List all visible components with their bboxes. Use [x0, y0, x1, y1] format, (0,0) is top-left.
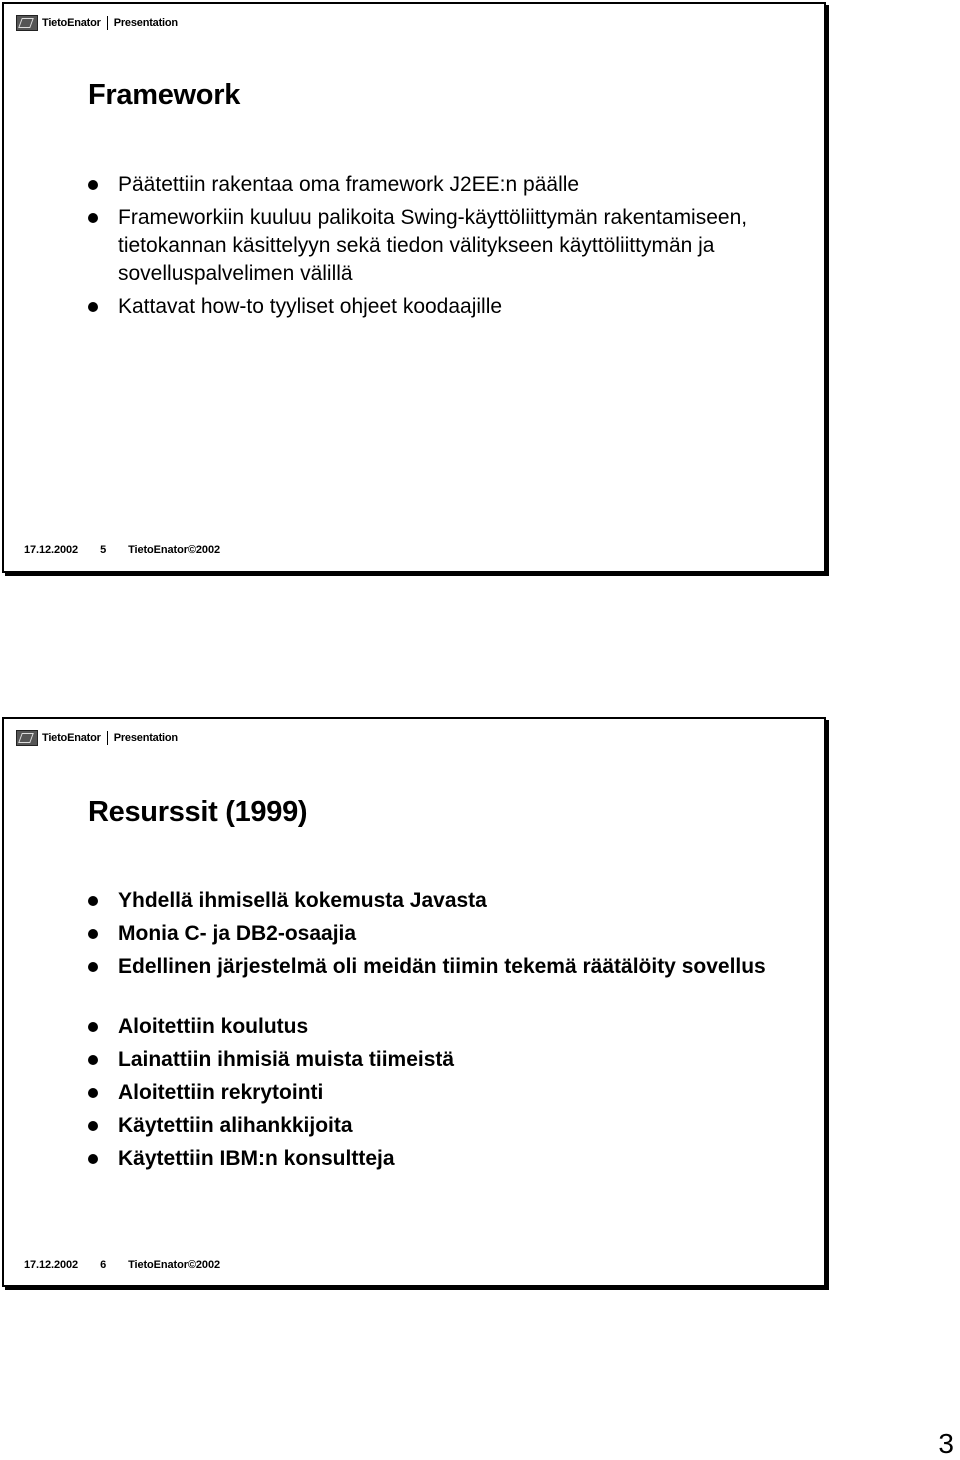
header-divider	[107, 731, 108, 745]
slide-header	[16, 727, 178, 749]
bullet-item	[88, 1046, 788, 1074]
tietoenator-logo-icon	[16, 15, 38, 31]
slide-footer	[24, 544, 220, 556]
bullet-text: Aloitettiin rekrytointi	[118, 1081, 324, 1104]
bullet-icon	[88, 213, 98, 223]
bullet-text: Monia C- ja DB2-osaajia	[118, 922, 357, 945]
bullet-text: Käytettiin alihankkijoita	[118, 1114, 353, 1137]
footer-slide-number: 6	[100, 1259, 107, 1271]
bullet-icon	[88, 1022, 98, 1032]
bullet-item	[88, 293, 788, 321]
bullet-text: Päätettiin rakentaa oma framework J2EE:n päälle	[118, 173, 580, 196]
footer-date: 17.12.2002	[24, 544, 79, 556]
header-divider	[107, 16, 108, 30]
bullet-text: Frameworkiin kuuluu palikoita Swing-käyttöliittymän rakentamiseen, tietokannan käsittelyyn sekä tiedon välitykseen käyttöliittymän ja sovelluspalvelimen välillä	[118, 206, 748, 285]
bullet-icon	[88, 962, 98, 972]
header-brand: TietoEnator	[42, 732, 101, 744]
bullet-text: Käytettiin IBM:n konsultteja	[118, 1147, 395, 1170]
bullet-item	[88, 1145, 788, 1173]
bullet-list	[88, 887, 788, 1178]
slide-resurssit	[2, 717, 826, 1287]
bullet-list	[88, 171, 788, 326]
bullet-item	[88, 1112, 788, 1140]
slide-header	[16, 12, 178, 34]
bullet-item	[88, 920, 788, 948]
header-brand: TietoEnator	[42, 17, 101, 29]
slide-framework	[2, 2, 826, 573]
bullet-item	[88, 204, 788, 288]
page-number: 3	[938, 1428, 954, 1459]
header-section: Presentation	[113, 17, 178, 29]
footer-copyright: TietoEnator©2002	[128, 544, 220, 556]
footer-slide-number: 5	[100, 544, 107, 556]
slide-footer	[24, 1259, 220, 1271]
bullet-icon	[88, 896, 98, 906]
bullet-icon	[88, 1121, 98, 1131]
bullet-item	[88, 1013, 788, 1041]
slide-title: Resurssit (1999)	[88, 796, 308, 828]
slide-title: Framework	[88, 79, 241, 111]
header-section: Presentation	[113, 732, 178, 744]
bullet-icon	[88, 1055, 98, 1065]
footer-copyright: TietoEnator©2002	[128, 1259, 220, 1271]
bullet-item	[88, 953, 788, 981]
bullet-text: Lainattiin ihmisiä muista tiimeistä	[118, 1048, 455, 1071]
bullet-icon	[88, 1088, 98, 1098]
bullet-text: Edellinen järjestelmä oli meidän tiimin tekemä räätälöity sovellus	[118, 955, 766, 978]
bullet-icon	[88, 1154, 98, 1164]
bullet-icon	[88, 302, 98, 312]
tietoenator-logo-icon	[16, 730, 38, 746]
bullet-item	[88, 171, 788, 199]
bullet-item	[88, 887, 788, 915]
bullet-item	[88, 1079, 788, 1107]
bullet-text: Kattavat how-to tyyliset ohjeet koodaajille	[118, 295, 503, 318]
footer-date: 17.12.2002	[24, 1259, 79, 1271]
bullet-icon	[88, 929, 98, 939]
bullet-icon	[88, 180, 98, 190]
bullet-text: Aloitettiin koulutus	[118, 1015, 309, 1038]
bullet-text: Yhdellä ihmisellä kokemusta Javasta	[118, 889, 487, 912]
